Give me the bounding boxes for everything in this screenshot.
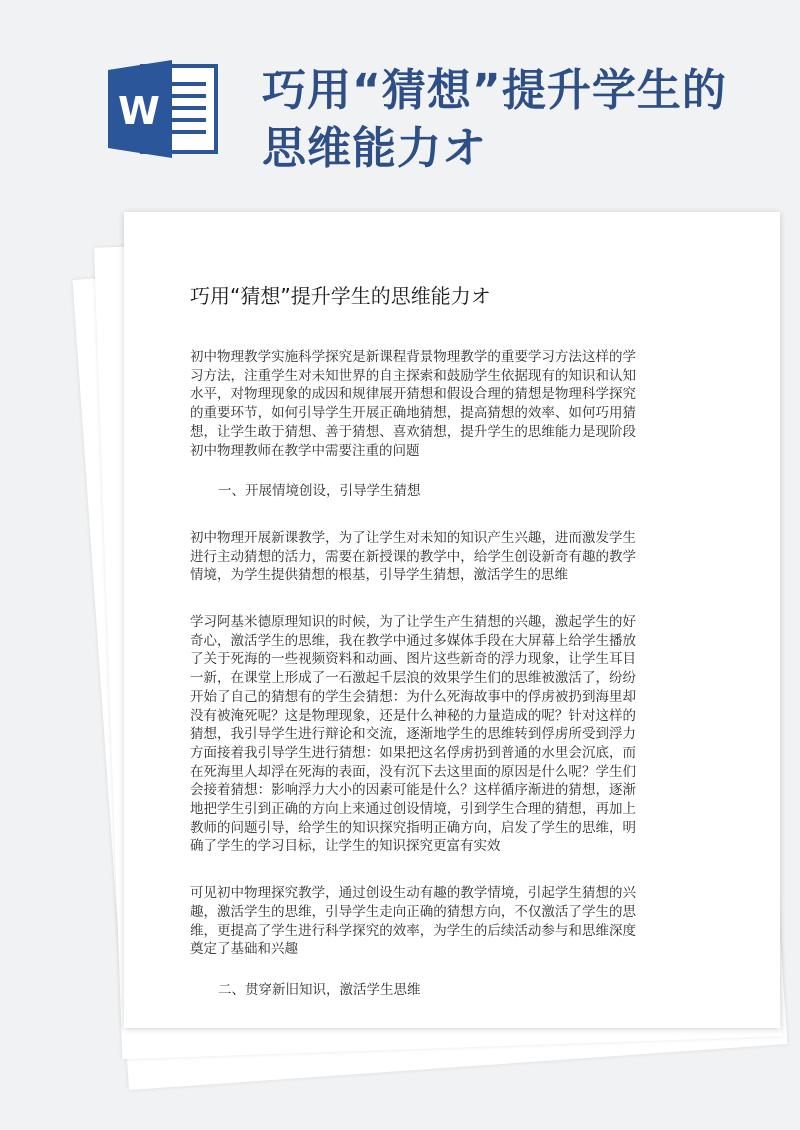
document-body bbox=[190, 348, 636, 1000]
section-heading-1: 一、开展情境创设，引导学生猜想 bbox=[218, 483, 421, 500]
header-banner bbox=[0, 0, 800, 200]
svg-text:W: W bbox=[118, 89, 160, 133]
header-title: 巧用“猜想”提升学生的思维能力オ bbox=[262, 65, 727, 174]
word-document-icon bbox=[108, 60, 220, 158]
document-title: 巧用“猜想”提升学生的思维能力オ bbox=[190, 284, 491, 308]
section1-paragraph-2: 学习阿基米德原理知识的时候，为了让学生产生猜想的兴趣，激起学生的好奇心，激活学生的思维，我在教学中通过多媒体手段在大屏幕上给学生播放了关于死海的一些视频资料和动画、图片这些新奇的浮力现象，让学生耳目一新，在课堂上形成了一石激起千层浪的效果学生们的思维被激活了，纷纷开始了自己的猜想有的学生会猜想：为什么死海故事中的俘虏被扔到海里却没有被淹死呢？这是物理现象，还是什么神秘的力量造成的呢？针对这样的猜想，我引导学生进行辩论和交流，逐渐地学生的思维转到俘虏所受到浮力方面接着我引导学生进行猜想：如果把这名俘虏扔到普通的水里会沉底，而在死海里人却浮在死海的表面，没有沉下去这里面的原因是什么呢？学生们会接着猜想：影响浮力大小的因素可能是什么？这样循序渐进的猜想，逐渐地把学生引到正确的方向上来通过创设情境，引到学生合理的猜想，再加上教师的问题引导，给学生的知识探究指明正确方向，启发了学生的思维，明确了学生的学习目标，让学生的知识探究更富有实效 bbox=[190, 614, 636, 855]
section-heading-2: 二、贯穿新旧知识，激活学生思维 bbox=[218, 981, 421, 998]
section1-paragraph-1: 初中物理开展新课教学，为了让学生对未知的知识产生兴趣，进而激发学生进行主动猜想的活力，需要在新授课的教学中，给学生创设新奇有趣的教学情境，为学生提供猜想的根基，引导学生猜想，激活学生的思维 bbox=[190, 529, 636, 584]
document-page bbox=[124, 212, 780, 1028]
intro-paragraph: 初中物理教学实施科学探究是新课程背景物理教学的重要学习方法这样的学习方法，注重学生对未知世界的自主探索和鼓励学生依据现有的知识和认知水平，对物理现象的成因和规律展开猜想和假设合理的猜想是物理科学探究的重要环节，如何引导学生开展正确地猜想，提高猜想的效率、如何巧用猜想，让学生敢于猜想、善于猜想、喜欢猜想，提升学生的思维能力是现阶段初中物理教师在教学中需要注重的问题 bbox=[190, 349, 636, 459]
section1-paragraph-3: 可见初中物理探究教学，通过创设生动有趣的教学情境，引起学生猜想的兴趣，激活学生的思维，引导学生走向正确的猜想方向，不仅激活了学生的思维，更提高了学生进行科学探究的效率，为学生的后续活动参与和思维深度奠定了基础和兴趣 bbox=[190, 885, 636, 958]
